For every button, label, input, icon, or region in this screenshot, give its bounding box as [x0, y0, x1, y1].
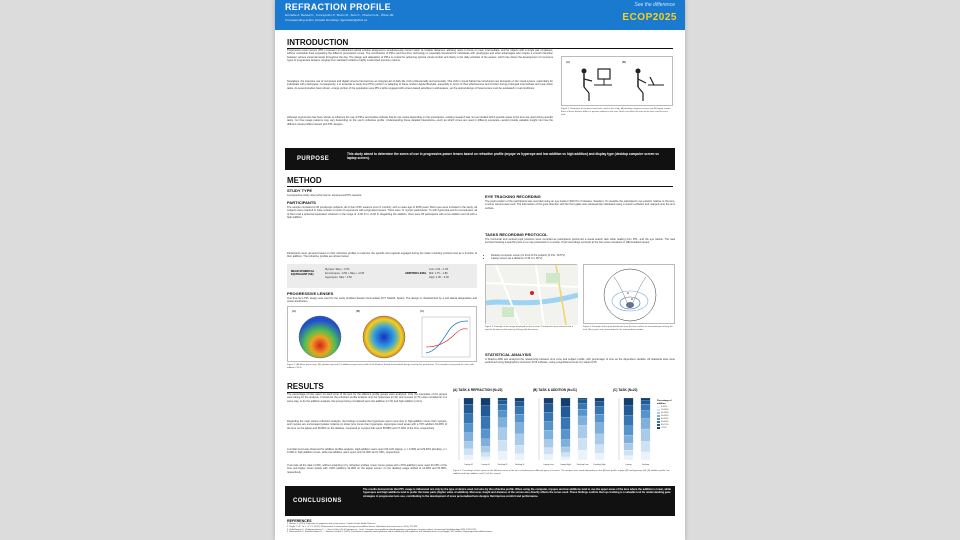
bar-segment — [641, 441, 650, 452]
x-tick-label: Laptop H — [481, 464, 490, 466]
bar-segment — [544, 412, 553, 421]
bar-segment — [498, 428, 507, 440]
bar-segment — [515, 454, 524, 460]
se-row-myopes: Myopes: SEq < -0.50 — [325, 268, 350, 271]
poster — [275, 0, 685, 540]
bar-segment — [641, 398, 650, 400]
poster-title: REFRACTION PROFILE — [285, 2, 391, 12]
figure-3-map-svg — [486, 265, 578, 325]
bar-segment — [578, 404, 587, 410]
study-type-title: STUDY TYPE — [287, 188, 313, 193]
legend-swatch — [657, 421, 660, 423]
bar-segment — [498, 418, 507, 428]
bar-segment — [561, 457, 570, 460]
figure-4-gaze — [583, 264, 675, 324]
fig2-label-a: (A) — [292, 309, 296, 313]
x-tick-label: Desktop M — [497, 464, 508, 466]
bar-segment — [624, 415, 633, 426]
bar-segment — [624, 456, 633, 460]
bar-segment — [578, 409, 587, 416]
purpose-banner — [285, 148, 675, 170]
bar-segment — [464, 423, 473, 432]
bar-segment — [561, 406, 570, 417]
bar-segment — [481, 457, 490, 460]
bar-segment — [624, 405, 633, 415]
conclusions-text: The results demonstrate that PPL usage is influenced not only by the type of device used, but also by the refractive profile. When using the computer, myopes and low additions tend to use the upper areas of the lens where the addition is lower, while hyperopes and high additions tend to prefer the lower parts (higher value of addition). Moreover, height and distance of the screen also directly affects the zones used. These findings confirm that eye tracking is a valuable tool for understanding gaze strategies in progressive lens use, contributing to the development of more personalized lens designs that improve comfort and performance. — [363, 488, 671, 498]
bar-segment — [578, 438, 587, 450]
bar-segment — [595, 453, 604, 460]
legend-label: 0-10% — [661, 405, 668, 408]
bar-segment — [464, 433, 473, 442]
x-tick-label: Laptop M — [464, 464, 473, 466]
se-rows — [325, 268, 364, 280]
reference-2: 2. Raghu, Y. W., Yu, L. & Y. X. (2017). Photometrical characterization of progressive addition lenses. Ophthalmic and visual science, 94(5), 327-336. — [287, 525, 418, 528]
bar-segment — [561, 440, 570, 447]
tasks-bullets — [491, 254, 675, 261]
bar-segment — [578, 450, 587, 460]
bar-segment — [544, 448, 553, 455]
bar-segment — [544, 398, 553, 404]
figure-3-caption: Figure 3. Example of the image displayed on the screens. Participants were asked to find a specific location on the map by clicking with the mouse. — [485, 326, 574, 331]
legend-label: 10-20% — [661, 408, 669, 411]
add-row-low: Low: 1.00 – 1.50 — [429, 268, 449, 271]
legend-swatch — [657, 406, 660, 408]
figure-2-caption: Figure 2. (A) Mean power map, (B) cylinder map and (C) addition progression profile of the Endless Steady Intermediate design used by the participants. The example corresponds to a lens with addition 2.00 D. — [287, 364, 474, 369]
results-paragraph-4: If we take all the data (n=96), without analyzing it by refractive profiles, lower zones (areas with ≥70% addition) were used 43.15% of the time and higher zones (areas with <30% addition) 14.48% on the laptop screen; on the desktop usage shifted to 14.48% and 51.85%, respectively. — [287, 464, 447, 474]
corresponding-author: Corresponding author (Amelie Dorrafee): dgonzalez@ibirst.es — [285, 18, 368, 22]
legend-swatch — [657, 427, 660, 429]
bar-segment — [578, 425, 587, 438]
results-paragraph-3: A similar trend was observed for addition profiles analysis. High-addition users spent 66.41% (laptop, p = 0.006) and 29.60% (desktop, p = 0.036) in high-addition zones, while low-addition users spent only 51.90% and 1.93%, respectively. — [287, 448, 447, 455]
bar-segment — [595, 398, 604, 402]
bar-segment — [515, 445, 524, 454]
fig1-label-b: (B) — [622, 60, 626, 64]
participants-text: The sample consisted of 96 presbyopic subjects, all of them PPL wearers (over 6 months), with a mean age of 60±8 years. Both eyes were included in the study; all subjects were required to have at least 1 month of experience with progressive lenses. There were 71 myopic participants, 71 with hyperopia and 11 emmetropes; all of them had a spherical equivalent refraction in the range of -6.00 D to +6.00 D. Regarding the addition, there were 65 participants with a low addition and 43 with a high addition. — [287, 206, 477, 219]
figure-1-illustration — [562, 57, 674, 107]
se-label: MEAN SPHERICAL EQUIVALENT (SE) — [291, 270, 315, 277]
bar-segment — [464, 449, 473, 455]
chart-c-title: (C) TASK (N=22) — [613, 388, 638, 392]
ecop-logo: ECOP2025 — [622, 12, 677, 23]
bar-segment — [561, 447, 570, 453]
bar-segment — [464, 414, 473, 424]
bar-segment — [515, 414, 524, 423]
bar-segment — [481, 429, 490, 439]
bar-segment — [515, 407, 524, 414]
bar-segment — [498, 400, 507, 404]
bar-segment — [641, 418, 650, 429]
bar-segment — [595, 423, 604, 434]
references — [287, 519, 675, 534]
bar-segment — [464, 398, 473, 404]
bullet-laptop: • Laptop screen (at a distance of 35 cm, 30ºV) — [491, 257, 675, 260]
legend-label: 60-70% — [661, 423, 669, 426]
x-tick-label: Laptop Low — [543, 464, 554, 466]
tasks-title: TASKS RECORDING PROTOCOL — [485, 232, 548, 237]
x-tick-label: Desktop Low — [576, 464, 589, 466]
x-tick-label: Laptop High — [560, 464, 571, 466]
bar-segment — [515, 398, 524, 402]
fig2-label-b: (B) — [356, 309, 360, 313]
reference-3: 3. Gallo-Romero C., Rodriguez-Gomez C., ... García-Calvo; (2) of Performance... (n.d.). Computer vision problems related symptoms in presbyopic computer workers. International Ophthalmology, 64(5), 1220-1226. — [287, 528, 477, 531]
bar-segment — [498, 410, 507, 417]
fig1-label-a: (A) — [566, 60, 570, 64]
header-tagline: See the difference — [634, 2, 675, 8]
figure-3-map — [485, 264, 577, 324]
conclusions-banner — [285, 486, 675, 516]
bar-segment — [464, 404, 473, 413]
bar-segment — [561, 398, 570, 406]
bar-segment — [641, 404, 650, 410]
intro-paragraph-2: Nowadays, the intensive use of computers and digital screens has become an integral part of daily life, both professionally and personally. This shift in visual habits has introduced new demands on the visual system, particularly for individuals with presbyopia. Consequently, it is essential to study how PPLs perform in adapting to these modern digital lifestyles, especially in terms of their effectiveness and comfort during prolonged intermediate and near-vision tasks. As several studies have shown, a large portion of the population uses PPLs while engaged with screen-based activities in workspaces, yet the optical design of these lenses must be evaluated in real conditions. — [287, 80, 553, 90]
bar-segment — [561, 430, 570, 440]
bar-segment — [641, 400, 650, 404]
bar-segment — [595, 434, 604, 445]
bar-segment — [498, 451, 507, 460]
legend-label: 30-40% — [661, 414, 669, 417]
legend-swatch — [657, 412, 660, 414]
reference-4: 4. Sánchez-Ruiz F., Sánchez-Gómez S., ... Sánchez-Cendón C. (2019). Prevalence of computer vision syndrome and its relationship with ergonomic and individual factors in presbyopic VDT workers using progressive addition lenses. — [287, 531, 493, 534]
figure-4-caption: Figure 4. Example of the gaze distribution over the lens surface for one participant during the task. Most points are concentrated in the intermediate corridor. — [583, 326, 673, 331]
bar-segment — [498, 398, 507, 400]
fig2-label-c: (C) — [420, 309, 425, 313]
x-tick-label: Desktop H — [514, 464, 525, 466]
bar-segment — [515, 434, 524, 445]
figure-2-maps — [288, 307, 478, 363]
participants-title: PARTICIPANTS — [287, 200, 316, 205]
lenses-title: PROGRESSIVE LENSES — [287, 291, 334, 296]
poster-authors: Dorrafee A. Benedi C., Concepción P., Bruno M., Soto C., Chamorro E., Ólivia JM. — [285, 13, 395, 17]
bar-segment — [595, 402, 604, 407]
reference-1: 1. Meister, D. (2014). Evaluation of eyeglasses and visual science. Coolum: Essilor Health Sciences. — [287, 523, 376, 525]
chart-a-title: (A) TASK & REFRACTION (N=22) — [453, 388, 503, 392]
se-row-emmetropes: Emmetropes: -0.50 ≤ SEq ≤ +0.50 — [325, 272, 365, 275]
chart-legend — [657, 400, 679, 430]
legend-label: 50-60% — [661, 420, 669, 423]
legend-swatch — [657, 409, 660, 411]
bar-segment — [624, 450, 633, 456]
bar-segment — [561, 417, 570, 429]
bar-segment — [544, 404, 553, 413]
refractive-profile-table — [287, 264, 477, 288]
bullet-desktop: • Desktop computer screen (in front of the subject) (0.0ºH, 15.5ºV) — [491, 254, 675, 257]
bar-segment — [498, 440, 507, 451]
eye-tracking-text: The pupil position of the participants was recorded using an eye-tracker (Tobii Pro 3 Glasses, Sweden). To visualize the participant's eye position relative to the lens, a scene camera was used. The information of the gaze direction with the front glass was subsequently calculated using a custom software and mapped onto the lens surface. — [485, 200, 675, 210]
legend-label: 20-30% — [661, 411, 669, 414]
bar-segment — [544, 430, 553, 439]
results-paragraph-2: Regarding the main sphere refraction analysis, the findings revealed that hyperopes spent more time in high-addition zones than myopes, and myopes are encouraged greater reliance on lower lens zones than hyperopes. Hyperopes used areas with a 70% addition 62.08% of the time on the laptop and 28.80% on the desktop, compared to myopes that spent 58.88% and 17.00% of the time, respectively. — [287, 420, 447, 430]
bar-segment — [464, 441, 473, 448]
study-type-text: A prospective study was performed on experienced PPL wearers. — [287, 194, 363, 197]
bar-segment — [624, 443, 633, 450]
results-title: RESULTS — [287, 382, 417, 393]
bar-segment — [595, 445, 604, 454]
add-label: ADDITION LEVEL — [405, 272, 427, 275]
figure-5-caption: Figure 5. Percentage of time spent on the different zones of the lens considering two different types of screens. The analysis were made depending on the (A) lens profile, myope (M) and hyperope (H), (B) addition profile, low addition and high addition, and (C) all the sample. — [453, 470, 670, 475]
legend-label: >70% — [661, 426, 667, 429]
bar-segment — [578, 400, 587, 404]
poster-header — [275, 0, 685, 30]
x-tick-label: Laptop — [625, 464, 632, 466]
bar-segment — [624, 435, 633, 443]
legend-title: Percentage of addition — [657, 400, 672, 405]
bar-segment — [515, 402, 524, 407]
bar-segment — [544, 422, 553, 431]
chart-b-title: (B) TASK & ADDITION (N=21) — [533, 388, 577, 392]
legend-swatch — [657, 418, 660, 420]
bar-segment — [481, 439, 490, 446]
bar-segment — [481, 398, 490, 405]
conclusions-label: CONCLUSIONS — [293, 498, 342, 504]
chart-a — [453, 394, 529, 468]
results-paragraph-1: The percentage of time spent on each zone of the lens for the different profile groups were analyzed. Only the intensities of the groups were taking for the analysis. It shows for the refraction profile analysis only the hyperopes (n=11) and myopes (n=71) were considered; in a same way, to do the addition analysis, the groups being considered were low addition (n=71) and high addition (n=11). — [287, 393, 447, 403]
bar-segment — [595, 407, 604, 414]
add-row-mid: Mid: 1.75 – 1.80 — [429, 272, 448, 275]
bar-segment — [641, 452, 650, 460]
legend-swatch — [657, 415, 660, 417]
bar-segment — [498, 404, 507, 410]
bar-segment — [561, 453, 570, 457]
add-row-high: High: 2.00 – 3.00 — [429, 276, 449, 279]
bar-segment — [481, 446, 490, 452]
intro-paragraph-3: Although ergonomics has been shown to influence the use of PPLs and studies indicate that its use varies depending on the prescription, existing research has not yet studied which specific areas of the lens are used during specific tasks, nor how usage patterns may vary depending on the user's refractive profile. Understanding these detailed interactions—such as which zones are used in different scenarios—would provide valuable insight into how the different visual profiles interact with PPL designs. — [287, 116, 553, 126]
method-title: METHOD — [287, 176, 673, 187]
add-rows — [429, 268, 449, 280]
bar-segment — [481, 453, 490, 457]
se-row-hyperopes: Hyperopes: SEq > 0.50 — [325, 276, 352, 279]
bar-segment — [515, 423, 524, 434]
chart-b — [533, 394, 609, 468]
bar-segment — [578, 398, 587, 400]
bar-segment — [624, 426, 633, 435]
x-tick-label: Desktop High — [593, 464, 606, 466]
statistical-analysis-text: A Shapiro–Wilk test analyzed the relationship between time zone and subject profile, with percentage of time as the dependent variable. All statistical tests were performed using Statgraphics Centurion XVIII software, using a significance level of p-value<0.05. — [485, 358, 675, 365]
references-title: REFERENCES — [287, 519, 312, 523]
bar-segment — [481, 417, 490, 429]
bar-segment — [595, 414, 604, 423]
chart-c — [613, 394, 655, 468]
figure-4-gaze-svg — [584, 265, 676, 325]
bar-segment — [544, 454, 553, 460]
introduction-title: INTRODUCTION — [287, 38, 673, 49]
tasks-text: The horizontal and vertical pupil positions were recorded as participants performed a visual search task while reading from PPL, and the eye tracker. The task involved locating a specific point on a map presented on a screen. Pupil recordings occurred at the two screen locations in differentiated setups: — [485, 238, 675, 245]
groups-text: Participants were grouped based on their refractive profiles to examine the specific and regional engaged during the tasks recording protocol and as a function of their addition. The refractive profiles are shown below: — [287, 252, 477, 259]
purpose-label: PURPOSE — [297, 156, 330, 162]
figure-1-caption: Figure 1. Schematic of the two visual tasks used in the study: (A) desktop computer screen and (B) laptop screen. Each of these devices differs in position relative to the user, which can affect the area of the lens used for each task. — [561, 108, 672, 116]
figure-1 — [561, 56, 673, 106]
bar-segment — [481, 405, 490, 416]
bar-segment — [544, 440, 553, 448]
legend-swatch — [657, 424, 660, 426]
lenses-text: One free-form PPL design was used for the study. Endless Steady Intermediate (IOT, Madrid, Spain). The design is characterized by a soft lateral astigmatism and power distribution. — [287, 297, 477, 304]
legend-item — [657, 427, 679, 430]
figure-2 — [287, 306, 477, 362]
eye-tracking-title: EYE TRACKING RECORDING — [485, 194, 541, 199]
legend-label: 40-50% — [661, 417, 669, 420]
bar-segment — [578, 416, 587, 425]
bar-segment — [624, 398, 633, 405]
statistical-analysis-title: STATISTICAL ANALYSIS — [485, 352, 532, 357]
bar-segment — [641, 410, 650, 418]
bar-segment — [641, 429, 650, 441]
x-tick-label: Desktop — [641, 464, 650, 466]
intro-paragraph-1: Progressive power lenses (PPL) represent an advanced optical solution designed to simultaneously correct vision at multiple distances, allowing users to focus on near, intermediate, and far objects with a single pair of glasses, without noticeable lines separating the different prescription zones. The combination of PPLs and free-form technology is especially beneficial for individuals with presbyopia and other advantages who require a smooth transition between various visual demands throughout the day. The design and adaptation of PPLs is crucial for achieving optimal visual comfort and clarity in the daily activities of the wearer, which has driven the development of numerous types of progressive designs, ranging from standard models to highly customized premium options. — [287, 49, 553, 62]
bar-segment — [464, 455, 473, 460]
purpose-text: This study aimed to determine the zones of use in progressive-power lenses based on refractive profile (myope vs hyperope and low addition vs high addition) and display type (desktop computer screen vs laptop screen). — [347, 152, 659, 160]
